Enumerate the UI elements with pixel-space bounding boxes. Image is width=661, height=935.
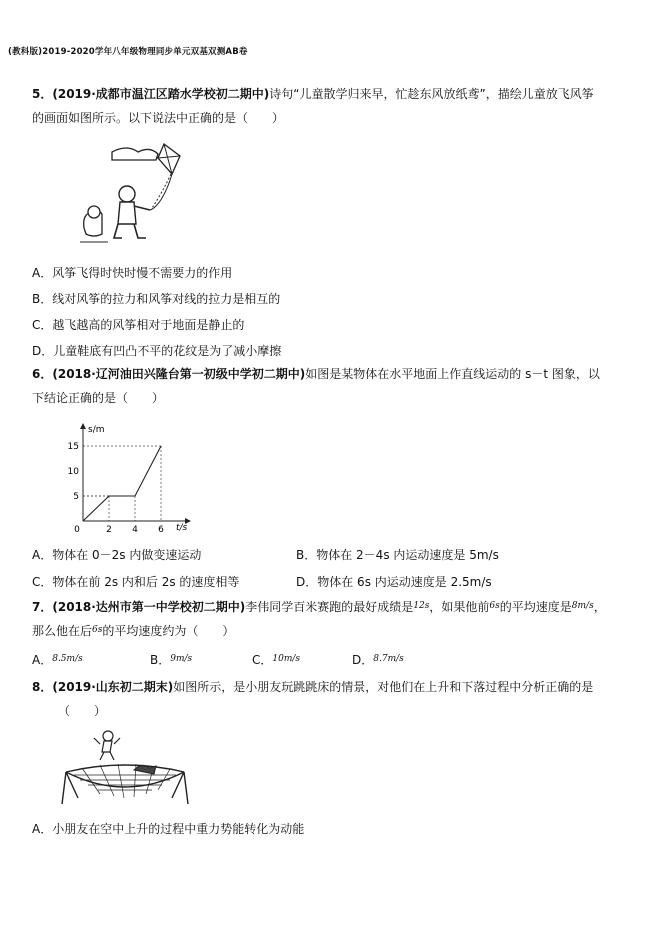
series-line [83,446,161,521]
question-7-text-a: 李伟同学百米赛跑的最好成绩是 [245,600,414,614]
question-8-number: 8． [32,680,53,694]
trampoline-illustration [60,728,190,808]
question-6-number: 6． [32,367,53,381]
question-5-stem-line2: 的画面如图所示。以下说法中正确的是（ ） [32,111,285,125]
question-7-option-d: D．$^{8.7m/s}$ [352,653,404,667]
question-7-option-b: B．$^{9m/s}$ [150,653,193,667]
y-axis-label: s/m [88,425,105,435]
question-8-stem-line2: （ ） [58,704,107,718]
question-7-number: 7． [32,600,53,614]
question-6-option-d: D．物体在 6s 内运动速度是 2.5m/s [296,575,492,589]
question-5-stem [32,86,594,102]
question-7-option-a: A．$^{8.5m/s}$ [32,653,83,667]
question-7-value-4: 6s [92,625,103,635]
question-5-option-d: D．儿童鞋底有凹凸不平的花纹是为了减小摩擦 [32,344,282,358]
question-6-option-c: C．物体在前 2s 内和后 2s 的速度相等 [32,575,240,589]
question-7-text-d: ， [593,600,606,614]
y-tick-label: 5 [73,492,79,502]
x-tick-label: 4 [132,525,138,535]
question-7-line2-a: 那么他在后 [32,624,93,638]
question-7-text-b: ，如果他前 [429,600,490,614]
question-7-line2 [32,622,234,639]
x-tick-label: 2 [106,525,112,535]
question-8-stem [32,679,593,695]
question-7-stem [32,598,606,615]
question-5-stem-text: 诗句“儿童散学归来早，忙趁东风放纸鸢”，描绘儿童放飞风筝 [269,87,594,101]
question-6-stem-line2: 下结论正确的是（ ） [32,391,165,405]
question-7-value-3: 8m/s [571,601,594,611]
question-6-source: (2018·辽河油田兴隆台第一初级中学初二期中) [52,367,306,381]
question-6-stem [32,366,600,382]
question-6-option-a: A．物体在 0－2s 内做变速运动 [32,548,202,562]
question-7-value-2: 6s [489,601,500,611]
question-5-option-a: A．风筝飞得时快时慢不需要力的作用 [32,266,233,280]
question-7-value-1: 12s [413,601,430,611]
x-tick-label: 0 [74,525,80,535]
question-8-option-a: A．小朋友在空中上升的过程中重力势能转化为动能 [32,822,305,836]
question-5-option-c: C．越飞越高的风筝相对于地面是静止的 [32,318,245,332]
x-axis-label: t/s [176,523,188,533]
question-7-line2-b: 的平均速度约为（ ） [102,624,235,638]
question-7-source: (2018·达州市第一中学校初二期中) [52,600,246,614]
question-5-source: (2019·成都市温江区踏水学校初二期中) [52,87,270,101]
y-tick-label: 10 [67,467,79,477]
s-t-chart [60,420,200,535]
question-7-option-c: C．$^{10m/s}$ [252,653,301,667]
question-5-number: 5． [32,87,53,101]
kite-illustration [72,138,192,253]
x-tick-label: 6 [158,525,164,535]
question-7-text-c: 的平均速度是 [499,600,572,614]
question-6-stem-text: 如图是某物体在水平地面上作直线运动的 s－t 图象，以 [305,367,600,381]
question-6-option-b: B．物体在 2－4s 内运动速度是 5m/s [296,548,499,562]
question-8-source: (2019·山东初二期末) [52,680,174,694]
question-5-option-b: B．线对风筝的拉力和风筝对线的拉力是相互的 [32,292,281,306]
y-tick-label: 15 [67,442,79,452]
question-8-stem-text: 如图所示，是小朋友玩跳跳床的情景，对他们在上升和下落过程中分析正确的是 [173,680,594,694]
page-header: (教科版)2019-2020学年八年级物理同步单元双基双测AB卷 [8,47,248,57]
